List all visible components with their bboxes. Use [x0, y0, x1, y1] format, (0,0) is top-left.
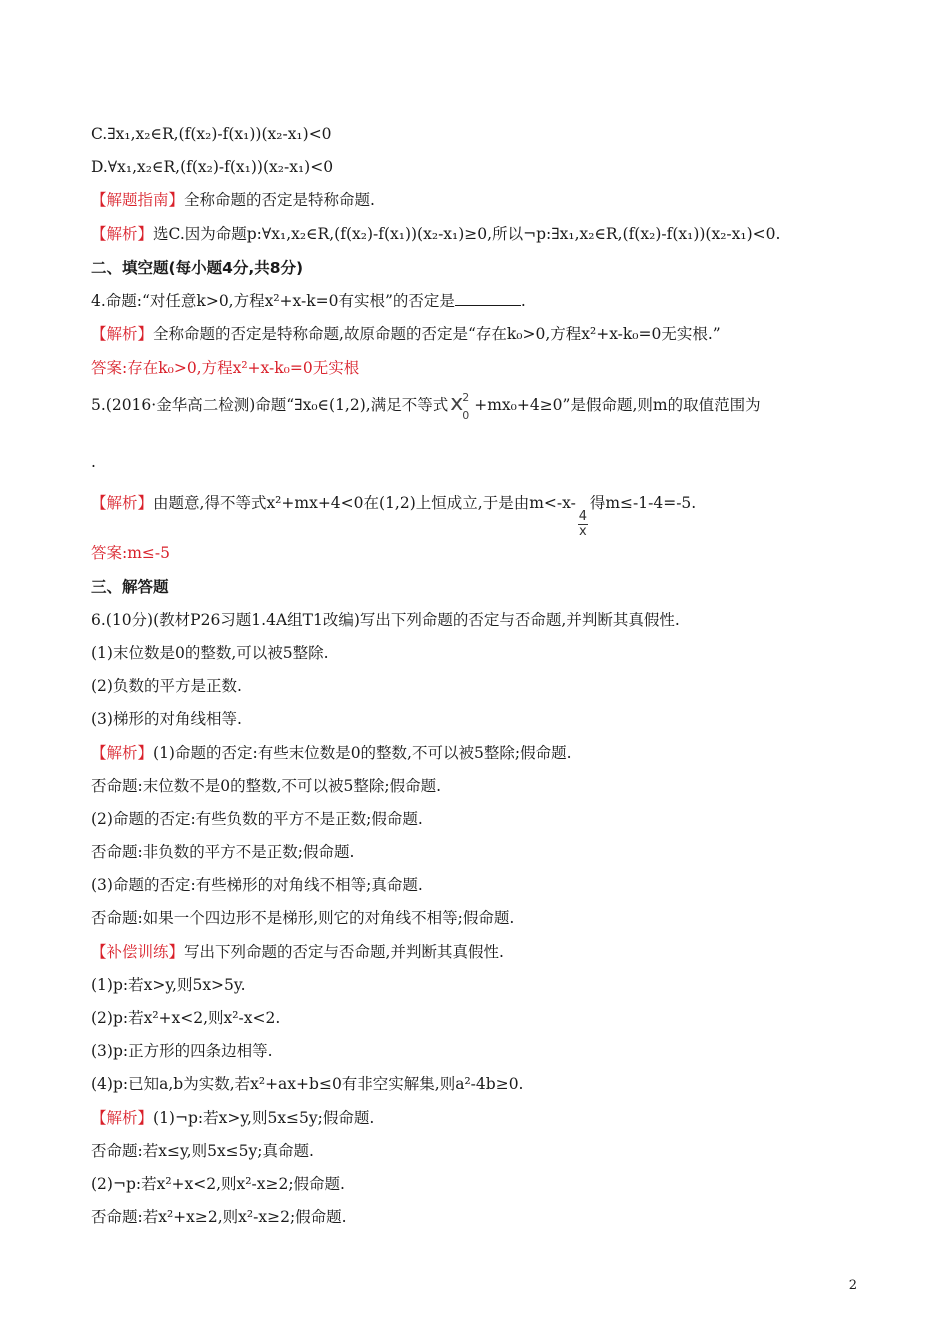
solution-line: 否命题:如果一个四边形不是梯形,则它的对角线不相等;假命题. — [91, 909, 515, 927]
supplement-tag: 【补偿训练】 — [91, 943, 185, 961]
analysis-tag: 【解析】 — [91, 325, 154, 343]
analysis-line-5 — [91, 493, 696, 539]
analysis-text: (1)¬p:若x>y,则5x≤5y;假命题. — [153, 1109, 375, 1127]
section-heading-solve: 三、解答题 — [91, 578, 169, 596]
analysis-text-b: 得m≤-1-4=-5. — [589, 494, 697, 512]
question-4-text: 4.命题:“对任意k>0,方程x²+x-k=0有实根”的否定是 — [91, 292, 455, 310]
supplement-item-2: (2)p:若x²+x<2,则x²-x<2. — [91, 1009, 281, 1027]
answer-4: 答案:存在k₀>0,方程x²+x-k₀=0无实根 — [91, 359, 360, 377]
analysis-tag: 【解析】 — [91, 494, 154, 512]
page-number: 2 — [848, 1278, 857, 1293]
hint-text: 全称命题的否定是特称命题. — [184, 191, 375, 209]
question-6: 6.(10分)(教材P26习题1.4A组T1改编)写出下列命题的否定与否命题,并判断其真假性. — [91, 611, 680, 629]
supplement-line — [91, 942, 504, 962]
supplement-item-3: (3)p:正方形的四条边相等. — [91, 1042, 273, 1060]
fraction-4-over-x: $\frac{4}{x}$ — [578, 509, 587, 539]
question-5-end: . — [91, 453, 96, 471]
section-heading-fill: 二、填空题(每小题4分,共8分) — [91, 259, 304, 277]
hint-tag: 【解题指南】 — [91, 191, 185, 209]
answer-blank — [455, 291, 521, 306]
question-4-end: . — [520, 292, 526, 310]
solution-line: 否命题:若x≤y,则5x≤5y;真命题. — [91, 1142, 314, 1160]
question-5 — [91, 391, 761, 422]
analysis-text-a: 由题意,得不等式x²+mx+4<0在(1,2)上恒成立,于是由m<-x- — [153, 494, 576, 512]
proposition-1: (1)末位数是0的整数,可以被5整除. — [91, 644, 329, 662]
answer-5: 答案:m≤-5 — [91, 544, 171, 562]
proposition-2: (2)负数的平方是正数. — [91, 677, 242, 695]
solution-line: 否命题:若x²+x≥2,则x²-x≥2;假命题. — [91, 1208, 347, 1226]
analysis-tag: 【解析】 — [91, 1109, 154, 1127]
supplement-item-1: (1)p:若x>y,则5x>5y. — [91, 976, 246, 994]
analysis-tag: 【解析】 — [91, 225, 154, 243]
question-4 — [91, 291, 526, 311]
solution-line: 否命题:非负数的平方不是正数;假命题. — [91, 843, 355, 861]
analysis-text: 全称命题的否定是特称命题,故原命题的否定是“存在k₀>0,方程x²+x-k₀=0无实根.” — [153, 325, 721, 343]
proposition-3: (3)梯形的对角线相等. — [91, 710, 242, 728]
question-5-text-a: 5.(2016·金华高二检测)命题“∃x₀∈(1,2),满足不等式 — [91, 396, 449, 414]
analysis-line-1 — [91, 224, 780, 244]
question-5-text-b: +mx₀+4≥0”是假命题,则m的取值范围为 — [474, 396, 761, 414]
analysis-text: (1)命题的否定:有些末位数是0的整数,不可以被5整除;假命题. — [153, 744, 572, 762]
x0-squared-image: x 2 0 — [450, 391, 470, 422]
option-c: C.∃x₁,x₂∈R,(f(x₂)-f(x₁))(x₂-x₁)<0 — [91, 125, 332, 143]
analysis-line-4 — [91, 324, 721, 344]
solution-line: (2)¬p:若x²+x<2,则x²-x≥2;假命题. — [91, 1175, 345, 1193]
supplement-text: 写出下列命题的否定与否命题,并判断其真假性. — [184, 943, 504, 961]
analysis-line-6 — [91, 743, 572, 763]
solution-line: (3)命题的否定:有些梯形的对角线不相等;真命题. — [91, 876, 423, 894]
option-d: D.∀x₁,x₂∈R,(f(x₂)-f(x₁))(x₂-x₁)<0 — [91, 158, 334, 176]
supplement-item-4: (4)p:已知a,b为实数,若x²+ax+b≤0有非空实解集,则a²-4b≥0. — [91, 1075, 524, 1093]
solution-line: (2)命题的否定:有些负数的平方不是正数;假命题. — [91, 810, 423, 828]
solution-line: 否命题:末位数不是0的整数,不可以被5整除;假命题. — [91, 777, 442, 795]
analysis-tag: 【解析】 — [91, 744, 154, 762]
analysis-text: 选C.因为命题p:∀x₁,x₂∈R,(f(x₂)-f(x₁))(x₂-x₁)≥0,所以¬p:∃x₁,x₂∈R,(f(x₂)-f(x₁))(x₂-x₁)<0. — [153, 225, 781, 243]
analysis-line-supplement — [91, 1108, 374, 1128]
hint-line — [91, 190, 375, 210]
